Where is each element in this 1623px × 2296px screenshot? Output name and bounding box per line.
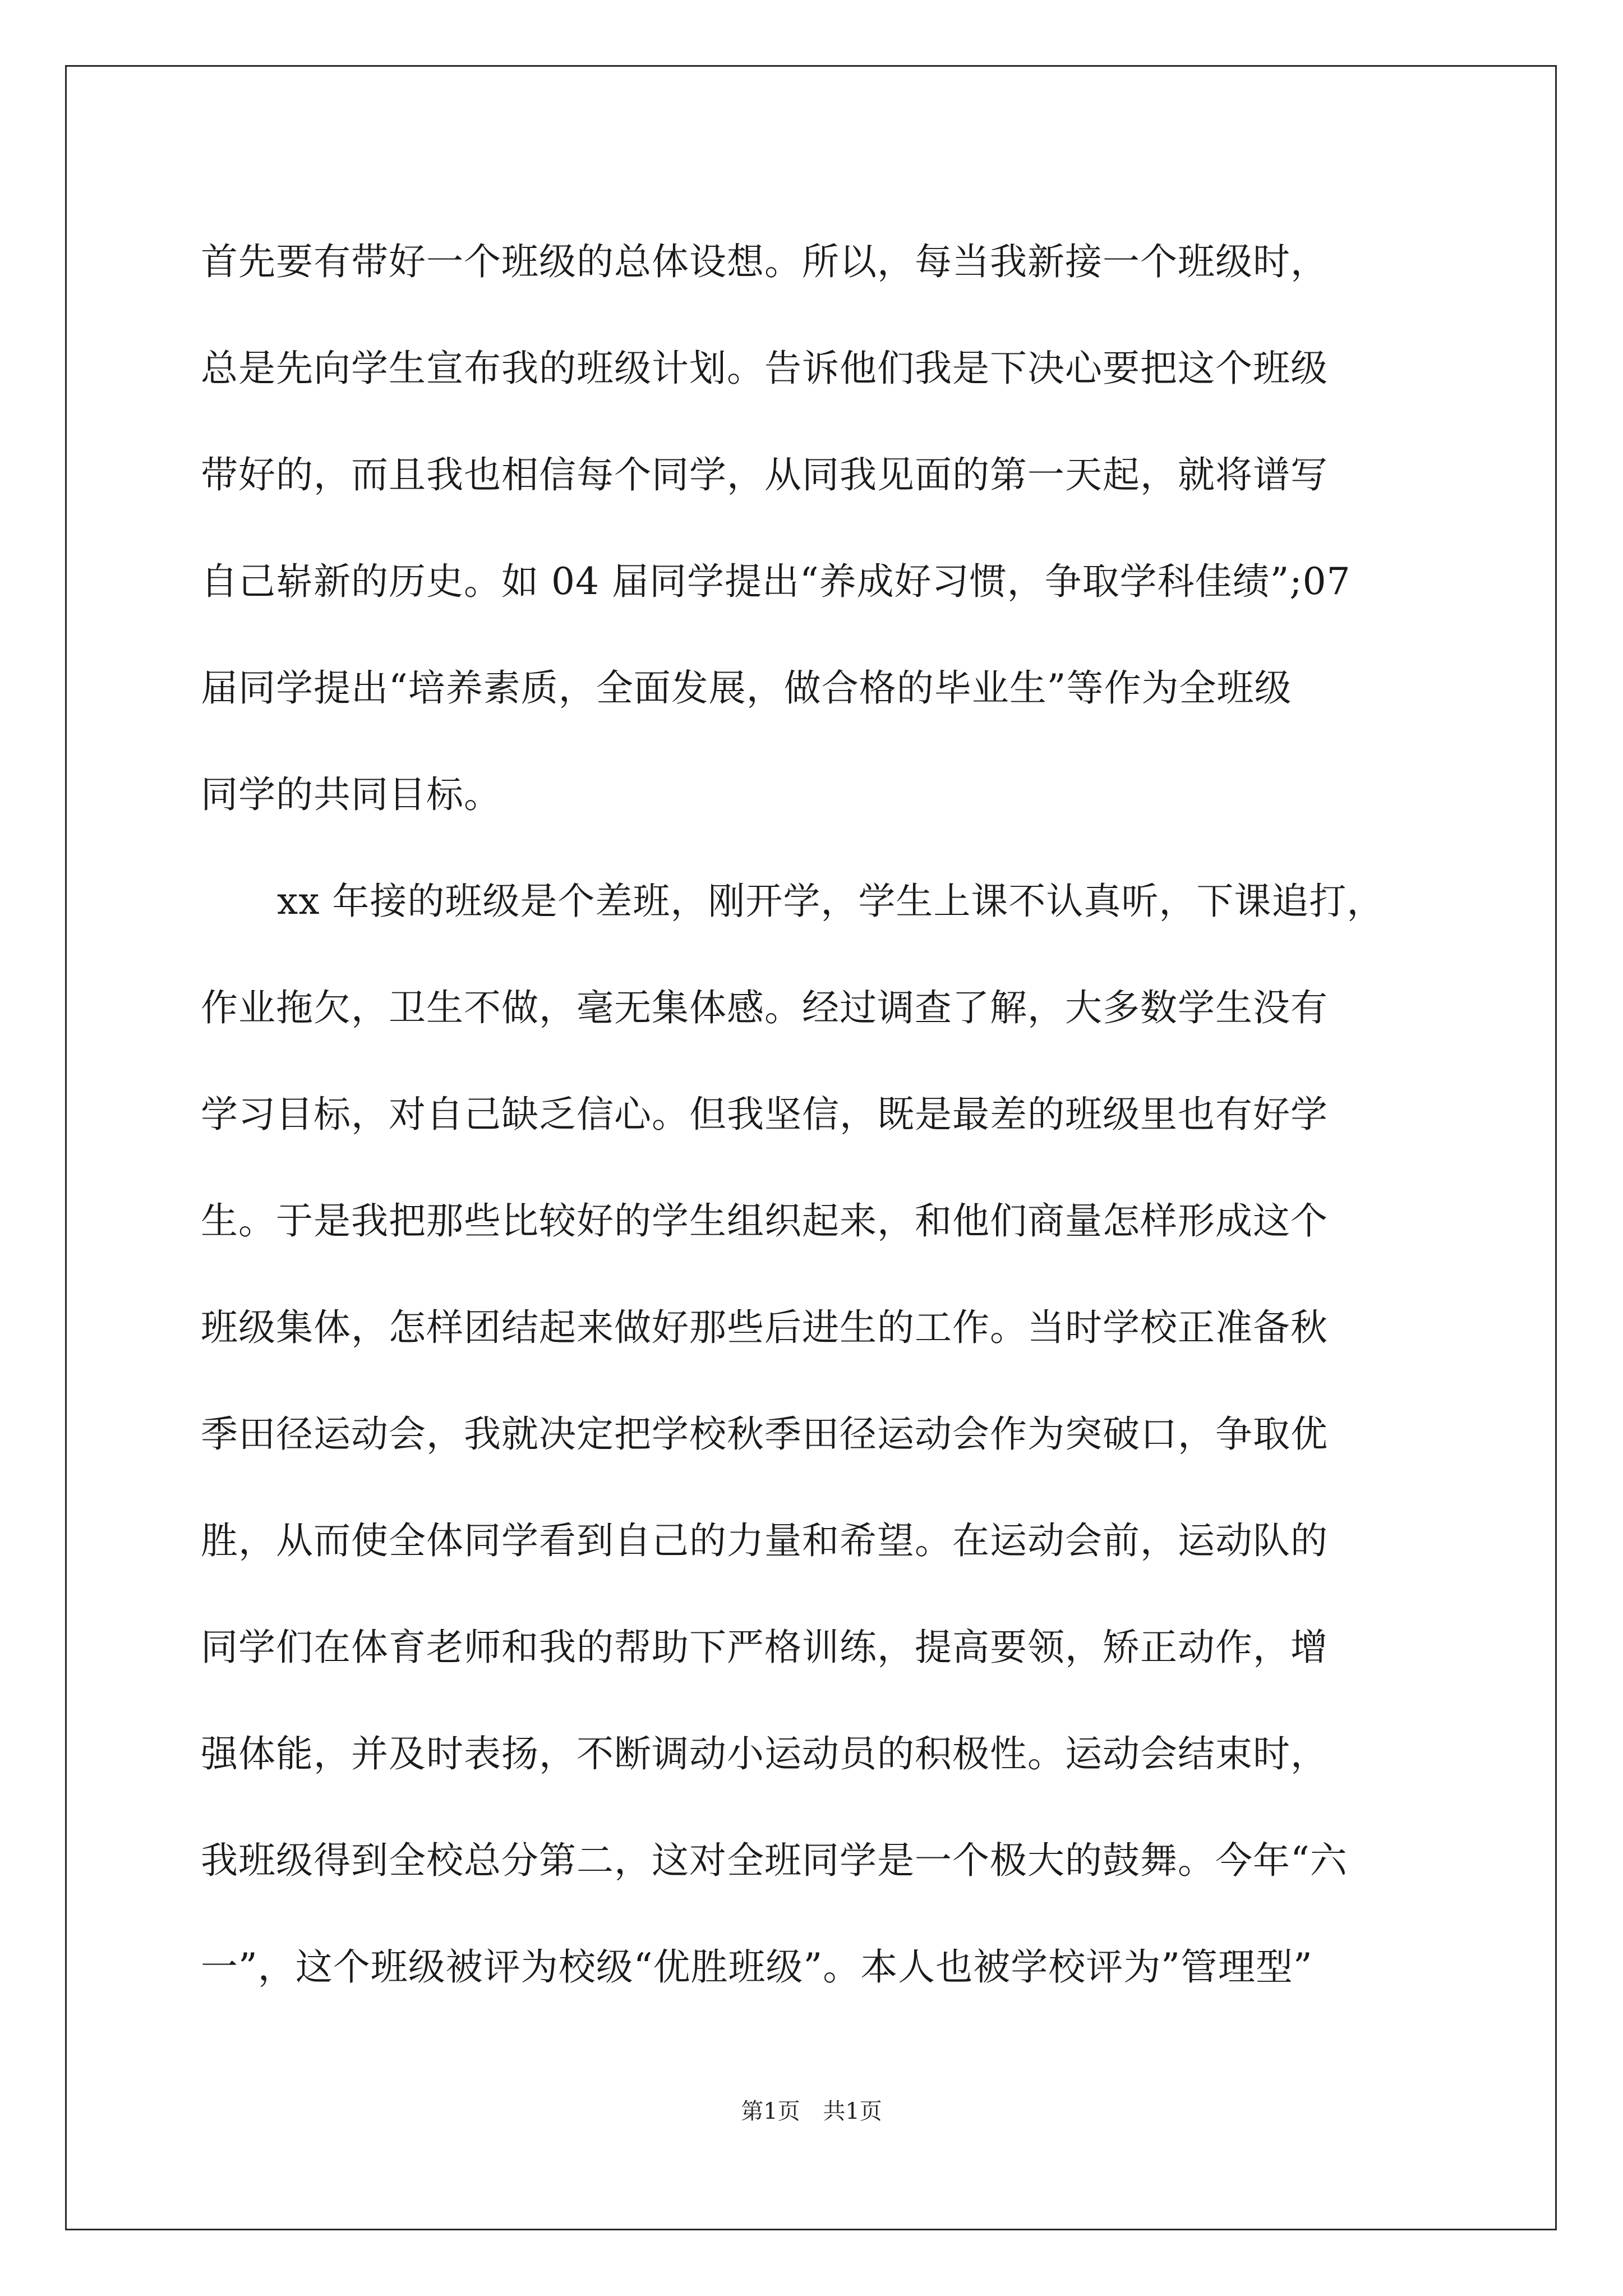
text-line: 带好的，而且我也相信每个同学，从同我见面的第一天起，就将谱写 (201, 453, 1328, 496)
text-line: 同学们在体育老师和我的帮助下严格训练，提高要领，矫正动作，增 (201, 1626, 1328, 1669)
text-line: 届同学提出“培养素质，全面发展，做合格的毕业生”等作为全班级 (201, 666, 1292, 710)
page-number-total: 共1页 (823, 2099, 882, 2124)
text-line: 一”，这个班级被评为校级“优胜班级”。本人也被学校评为”管理型” (201, 1945, 1313, 1989)
text-line: 首先要有带好一个班级的总体设想。所以，每当我新接一个班级时， (201, 240, 1328, 283)
text-line: 我班级得到全校总分第二，这对全班同学是一个极大的鼓舞。今年“六 (201, 1839, 1348, 1882)
text-line: 班级集体，怎样团结起来做好那些后进生的工作。当时学校正准备秋 (201, 1306, 1328, 1349)
text-line: 作业拖欠，卫生不做，毫无集体感。经过调查了解，大多数学生没有 (201, 986, 1328, 1029)
text-line: 胜，从而使全体同学看到自己的力量和希望。在运动会前，运动队的 (201, 1519, 1328, 1562)
text-line: 生。于是我把那些比较好的学生组织起来，和他们商量怎样形成这个 (201, 1199, 1328, 1243)
document-body (201, 209, 1429, 2021)
paragraph-start-line: xx 年接的班级是个差班，刚开学，学生上课不认真听，下课追打， (277, 880, 1385, 923)
text-line: 季田径运动会，我就决定把学校秋季田径运动会作为突破口，争取优 (201, 1412, 1328, 1456)
text-line: 强体能，并及时表扬，不断调动小运动员的积极性。运动会结束时， (201, 1732, 1328, 1775)
text-line: 同学的共同目标。 (201, 773, 501, 816)
page-number-current: 第1页 (741, 2099, 800, 2124)
page-footer (0, 2095, 1623, 2128)
text-line: 自己崭新的历史。如 04 届同学提出“养成好习惯，争取学科佳绩”;07 (201, 560, 1351, 603)
text-line: 学习目标，对自己缺乏信心。但我坚信，既是最差的班级里也有好学 (201, 1093, 1328, 1136)
text-line: 总是先向学生宣布我的班级计划。告诉他们我是下决心要把这个班级 (201, 347, 1328, 390)
